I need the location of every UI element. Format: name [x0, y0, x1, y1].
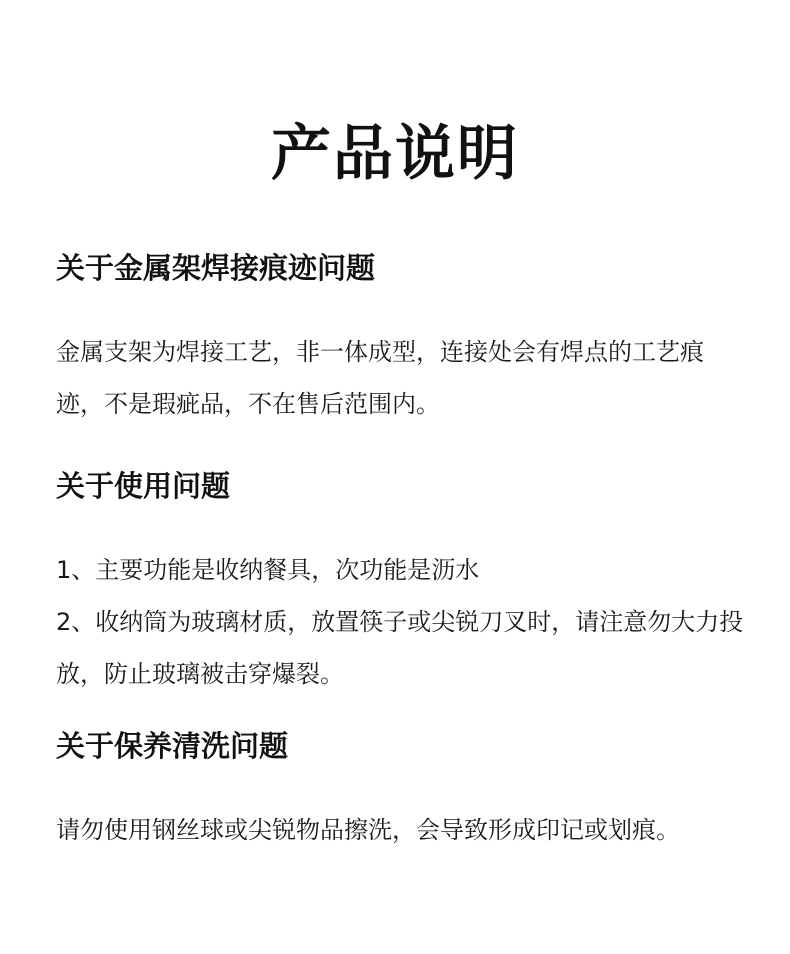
section-heading: 关于保养清洗问题 [56, 729, 289, 763]
section-paragraph: 金属支架为焊接工艺，非一体成型，连接处会有焊点的工艺痕迹，不是瑕疵品，不在售后范围内。 [56, 338, 704, 418]
section-body [56, 544, 746, 700]
section-paragraph: 2、收纳筒为玻璃材质，放置筷子或尖锐刀叉时，请注意勿大力投放，防止玻璃被击穿爆裂。 [56, 608, 744, 688]
page-title: 产品说明 [271, 119, 519, 189]
section-paragraph: 1、主要功能是收纳餐具，次功能是沥水 [56, 556, 480, 584]
section-usage [56, 466, 746, 700]
section-paragraph: 请勿使用钢丝球或尖锐物品擦洗，会导致形成印记或划痕。 [56, 816, 680, 844]
section-welding-marks [56, 248, 746, 430]
section-body [56, 326, 746, 430]
section-body [56, 804, 746, 856]
section-heading: 关于使用问题 [56, 469, 231, 503]
section-heading: 关于金属架焊接痕迹问题 [56, 251, 376, 285]
section-maintenance [56, 726, 746, 856]
